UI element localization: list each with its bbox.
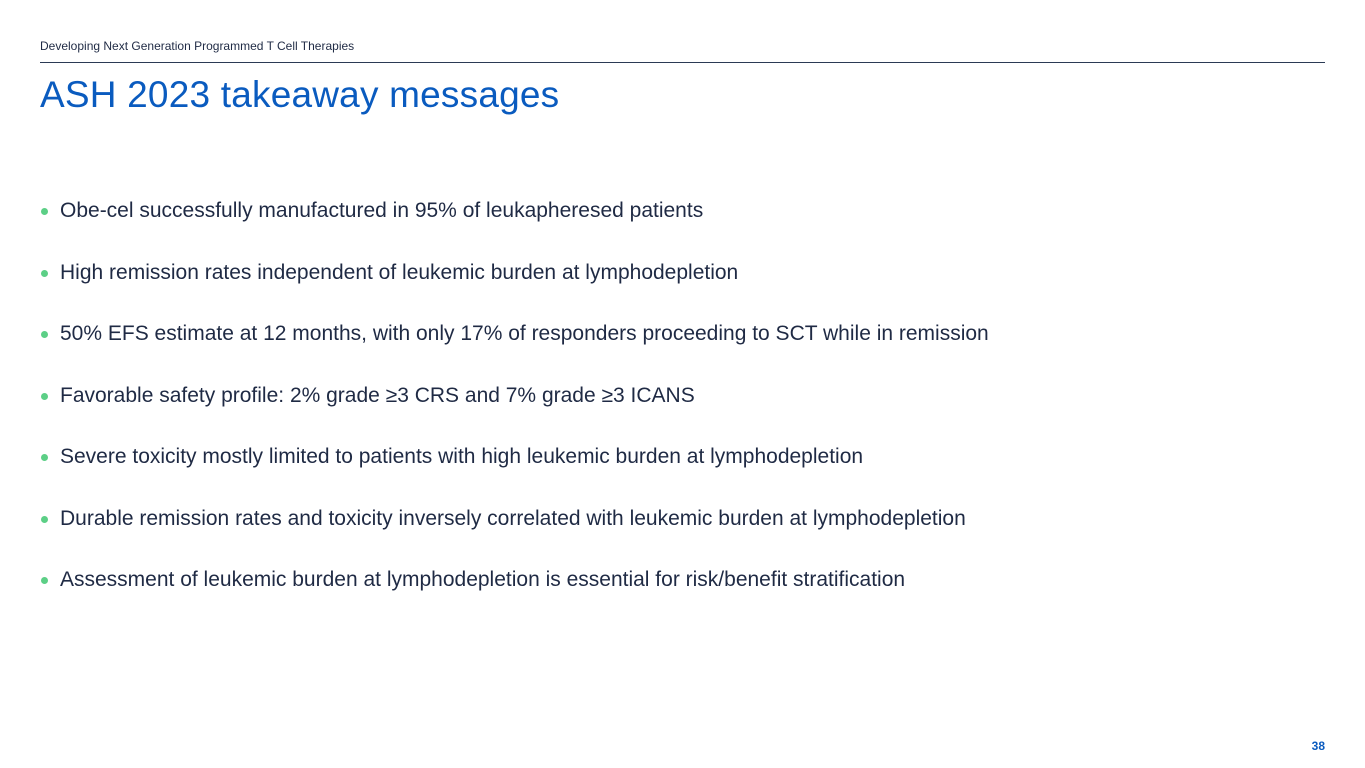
bullet-item bbox=[41, 320, 989, 382]
header-divider bbox=[40, 62, 1325, 63]
page-number: 38 bbox=[1311, 739, 1325, 753]
bullet-item bbox=[41, 259, 989, 321]
bullet-item bbox=[41, 197, 989, 259]
bullet-text: Favorable safety profile: 2% grade ≥3 CRS and 7% grade ≥3 ICANS bbox=[60, 383, 695, 407]
bullet-item bbox=[41, 566, 989, 628]
bullet-dot-icon bbox=[41, 270, 48, 277]
bullet-dot-icon bbox=[41, 208, 48, 215]
bullet-item bbox=[41, 382, 989, 444]
slide-title: ASH 2023 takeaway messages bbox=[40, 74, 560, 115]
bullet-item bbox=[41, 505, 989, 567]
bullet-text: High remission rates independent of leukemic burden at lymphodepletion bbox=[60, 260, 739, 284]
header-tagline: Developing Next Generation Programmed T Cell Therapies bbox=[40, 39, 355, 53]
bullet-dot-icon bbox=[41, 393, 48, 400]
bullet-text: 50% EFS estimate at 12 months, with only 17% of responders proceeding to SCT while in remission bbox=[60, 322, 989, 345]
bullet-list bbox=[41, 197, 989, 628]
bullet-text: Obe-cel successfully manufactured in 95% of leukapheresed patients bbox=[60, 199, 704, 222]
bullet-text: Durable remission rates and toxicity inversely correlated with leukemic burden at lymphodepletion bbox=[60, 506, 966, 530]
bullet-dot-icon bbox=[41, 577, 48, 584]
bullet-text: Assessment of leukemic burden at lymphodepletion is essential for risk/benefit stratification bbox=[60, 568, 906, 591]
bullet-item bbox=[41, 443, 989, 505]
bullet-dot-icon bbox=[41, 331, 48, 338]
bullet-dot-icon bbox=[41, 454, 48, 461]
bullet-text: Severe toxicity mostly limited to patients with high leukemic burden at lymphodepletion bbox=[60, 445, 864, 468]
bullet-dot-icon bbox=[41, 516, 48, 523]
